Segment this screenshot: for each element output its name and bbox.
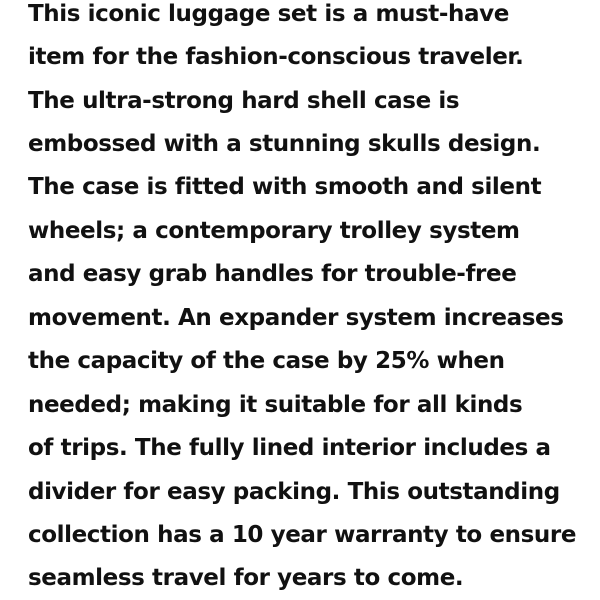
description-line: movement. An expander system increases [28,305,564,331]
description-line: wheels; a contemporary trolley system [28,218,520,244]
description-line: of trips. The fully lined interior includes a [28,435,551,461]
description-line: seamless travel for years to come. [28,565,464,591]
description-line: item for the fashion-conscious traveler. [28,44,524,70]
description-line: divider for easy packing. This outstanding [28,479,560,505]
description-line: The ultra-strong hard shell case is [28,88,460,114]
description-line: the capacity of the case by 25% when [28,348,505,374]
description-line: This iconic luggage set is a must-have [28,1,509,27]
description-line: and easy grab handles for trouble-free [28,261,517,287]
description-line: embossed with a stunning skulls design. [28,131,541,157]
description-line: needed; making it suitable for all kinds [28,392,523,418]
description-line: collection has a 10 year warranty to ensure [28,522,577,548]
description-line: The case is fitted with smooth and silent [28,174,542,200]
